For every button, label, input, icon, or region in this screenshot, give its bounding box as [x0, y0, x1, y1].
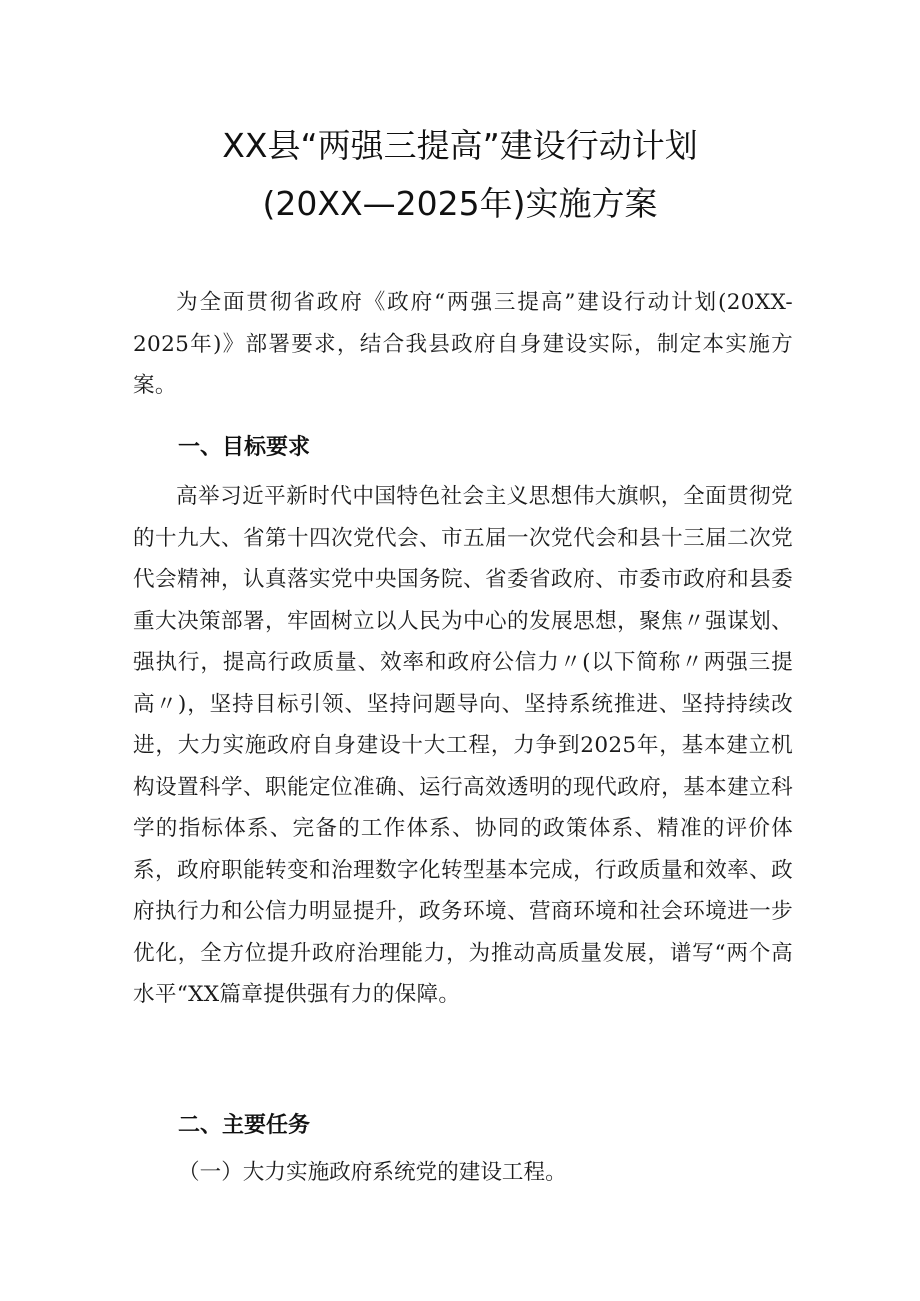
goals-paragraph: 高举习近平新时代中国特色社会主义思想伟大旗帜，全面贯彻党的十九大、省第十四次党代会、市五届一次党代会和县十三届二次党代会精神，认真落实党中央国务院、省委省政府、市委市政府和县委重大决策部署，牢固树立以人民为中心的发展思想，聚焦〃强谋划、强执行，提高行政质量、效率和政府公信力〃(以下简称〃两强三提高〃)，坚持目标引领、坚持问题导向、坚持系统推进、坚持持续改进，大力实施政府自身建设十大工程，力争到2025年，基本建立机构设置科学、职能定位准确、运行高效透明的现代政府，基本建立科学的指标体系、完备的工作体系、协同的政策体系、精准的评价体系，政府职能转变和治理数字化转型基本完成，行政质量和效率、政府执行力和公信力明显提升，政务环境、营商环境和社会环境进一步优化，全方位提升政府治理能力，为推动高质量发展，谱写“两个高水平“XX篇章提供强有力的保障。 — [133, 484, 793, 1007]
goals-paragraph-block — [133, 476, 793, 1016]
section-heading-goals: 一、目标要求 — [178, 435, 311, 460]
document-title-line-2: (20XX—2025年)实施方案 — [262, 184, 658, 223]
section-heading-tasks: 二、主要任务 — [178, 1113, 311, 1138]
intro-paragraph: 为全面贯彻省政府《政府“两强三提高”建设行动计划(20XX-2025年)》部署要求，结合我县政府自身建设实际，制定本实施方案。 — [133, 290, 793, 398]
task-item-1: （一）大力实施政府系统党的建设工程。 — [178, 1160, 567, 1185]
document-title-line-1: XX县“两强三提高”建设行动计划 — [222, 126, 698, 165]
intro-paragraph-block — [133, 282, 793, 407]
